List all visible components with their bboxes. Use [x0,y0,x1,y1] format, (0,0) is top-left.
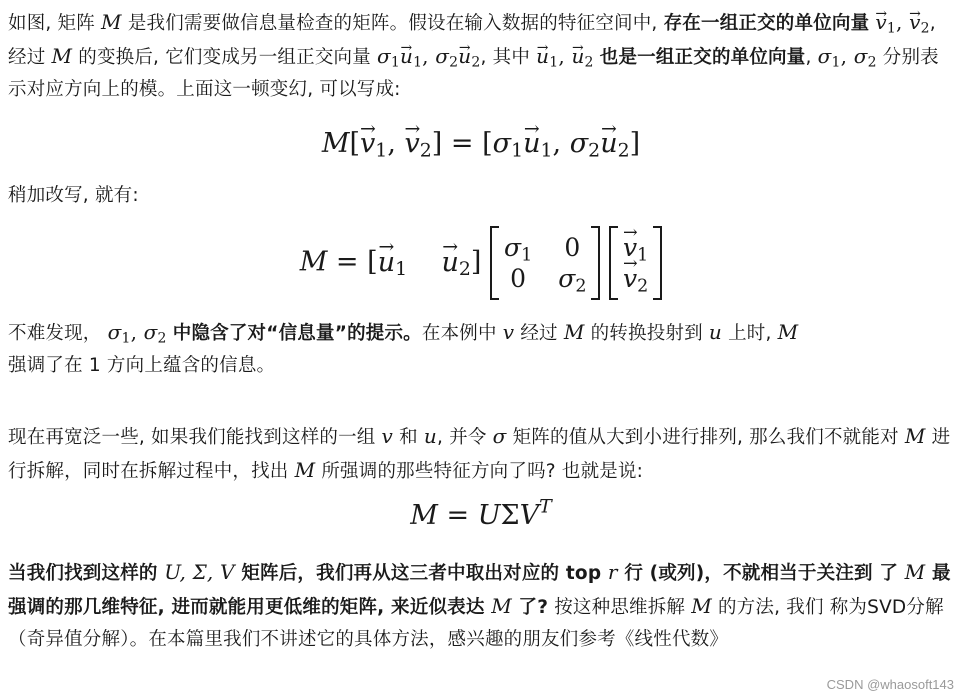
equation-svd: $M = U\Sigma V^T$ [410,495,552,531]
v-matrix: → $v_1$ → $v_2$ [609,226,662,300]
sigma-matrix: $\sigma_1$ 0 0 $\sigma_2$ [490,226,600,300]
bold-statement-2: 也是一组正交的单位向量 [599,47,806,68]
paragraph-rewrite: 稍加改写, 就有: [8,185,139,206]
math-sigma-u: $\sigma_1\to u_1$, $\sigma_2\to u_2$ [377,44,480,68]
math-v1-v2: → $v_1$, → $v_2$ [875,10,929,34]
paragraph-intro: 如图, 矩阵 M 是我们需要做信息量检查的矩阵。假设在输入数据的特征空间中, 存在一组正交的单位向量 → $v_1$, → $v_2$, 经过 M 的变换后, 它们变成另一组正交向量 $\sigma_1\to u_1$, $\sigma_2\to u_2$, 其中 → $u_1$, → $u_2$ 也是一组正交的单位向量, $\sigma_1$, $\sigma_2$ 分别表示对应方向上的模。上面这一顿变幻, 可以写成: [8,6,956,106]
paragraph-svd-conclusion: 当我们找到这样的 U, Σ, V 矩阵后，我们再从这三者中取出对应的 top r 行 (或列)，不就相当于关注到 了 M 最强调的那几维特征, 进而就能用更低维的矩阵, 来近似表达 M 了? 按这种思维拆解 M 的方法, 我们 称为SVD分解（奇异值分解）。在本篇里我们不讲述它的具体方法，感兴趣的朋友们参考《线性代数》 [8,560,951,650]
paragraph-generalization: 现在再宽泛一些, 如果我们能找到这样的一组 v 和 u, 并令 σ 矩阵的值从大到小进行排列, 那么我们不就能对 M 进行拆解，同时在拆解过程中，找出 M 所强调的那些特征方向了吗? 也就是说: [8,424,951,482]
equation-1: $M[\to v_1$, → $v_2] = [\sigma_1\to u_1$, $\sigma_2\to u_2$] [0,128,962,159]
math-u1-u2: → $u_1$, → $u_2$ [536,44,594,68]
paragraph-observation: 不难发现， $\sigma_1$, $\sigma_2$ 中隐含了对“信息量”的提示。在本例中 v 经过 M 的转换投射到 u 上时, M 强调了在 1 方向上蕴含的信息。 [8,320,799,376]
math-sigma1-sigma2: $\sigma_1$, $\sigma_2$ [817,44,877,71]
bold-statement-1: 存在一组正交的单位向量 [663,13,870,34]
equation-2: M = [→ $u_1$ → $u_2$] $\sigma_1$ 0 0 $\sigma_2$ → $v_1$ → $v_2$ [0,226,962,300]
csdn-watermark: CSDN @whaosoft143 [826,677,954,692]
